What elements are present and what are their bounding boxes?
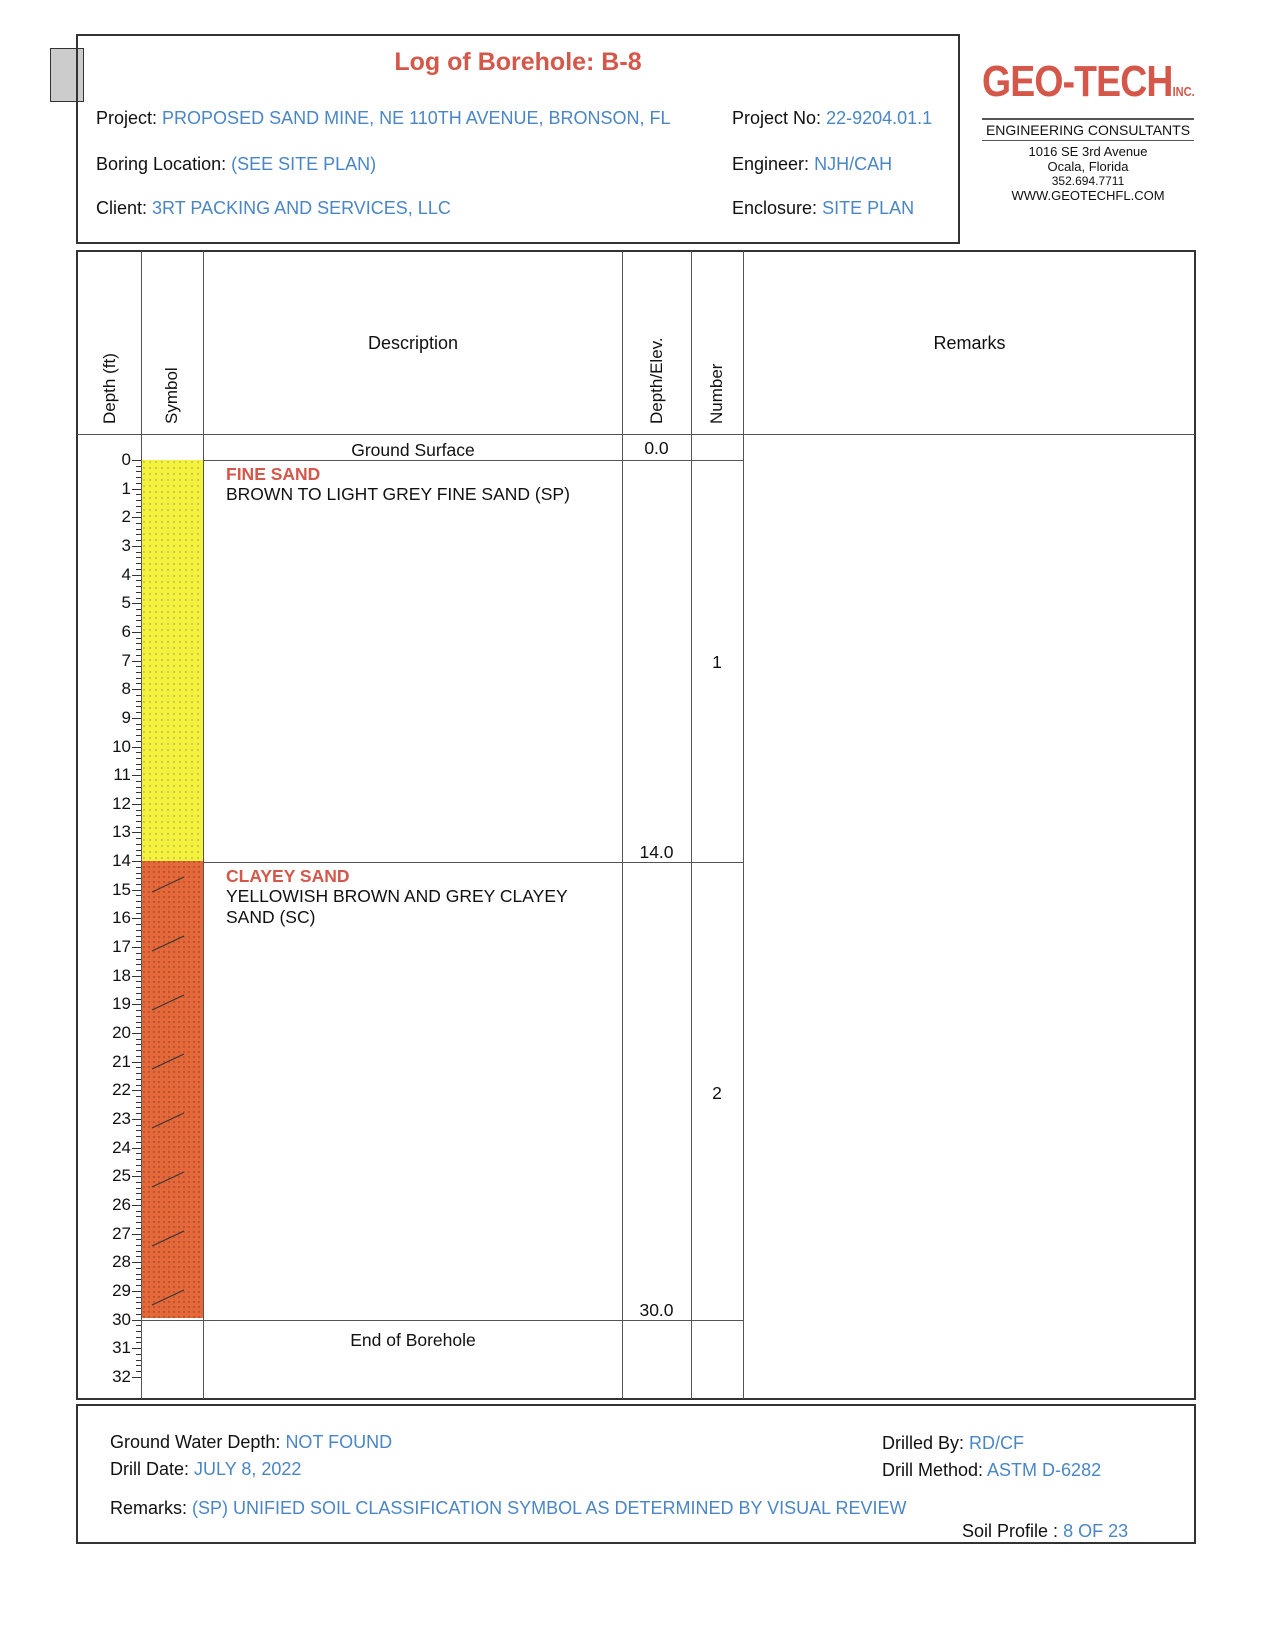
depth-minor-tick xyxy=(136,878,141,879)
depth-label: 12 xyxy=(112,793,131,813)
boring-location-field: Boring Location: (SEE SITE PLAN) xyxy=(96,154,377,174)
ground-surface-depth: 0.0 xyxy=(644,438,669,458)
depth-minor-tick xyxy=(136,1044,141,1045)
depth-minor-tick xyxy=(136,1337,141,1338)
depth-minor-tick xyxy=(136,1302,141,1303)
depth-minor-tick xyxy=(136,1285,141,1286)
depth-major-tick xyxy=(132,1148,141,1149)
depth-minor-tick xyxy=(136,529,141,530)
depth-label: 16 xyxy=(112,908,131,928)
depth-minor-tick xyxy=(136,666,141,667)
depth-label: 11 xyxy=(113,765,131,785)
depth-minor-tick xyxy=(136,930,141,931)
depth-major-tick xyxy=(132,489,141,490)
depth-minor-tick xyxy=(136,1222,141,1223)
depth-minor-tick xyxy=(136,586,141,587)
depth-minor-tick xyxy=(136,534,141,535)
logo-text: GEO-TECHINC. xyxy=(982,57,1195,106)
depth-major-tick xyxy=(132,1291,141,1292)
depth-major-tick xyxy=(132,1348,141,1349)
depth-minor-tick xyxy=(136,1256,141,1257)
depth-minor-tick xyxy=(136,1331,141,1332)
col-divider-number xyxy=(743,251,744,1399)
depth-minor-tick xyxy=(136,844,141,845)
depth-minor-tick xyxy=(136,1056,141,1057)
depth-minor-tick xyxy=(136,1365,141,1366)
fine-sand-symbol xyxy=(142,460,203,861)
company-logo xyxy=(982,57,1195,203)
depth-minor-tick xyxy=(136,1245,141,1246)
depth-minor-tick xyxy=(136,924,141,925)
depth-minor-tick xyxy=(136,1130,141,1131)
ground-surface-line xyxy=(203,460,743,461)
depth-minor-tick xyxy=(136,512,141,513)
depth-minor-tick xyxy=(136,827,141,828)
depth-minor-tick xyxy=(136,1188,141,1189)
depth-minor-tick xyxy=(136,895,141,896)
drill-date-field: Drill Date: JULY 8, 2022 xyxy=(110,1459,302,1479)
clayey-sand-symbol xyxy=(142,861,203,1318)
depth-minor-tick xyxy=(136,1371,141,1372)
depth-minor-tick xyxy=(136,941,141,942)
drill-method-field: Drill Method: ASTM D-6282 xyxy=(882,1460,1102,1480)
depth-minor-tick xyxy=(136,569,141,570)
page-title: Log of Borehole: B-8 xyxy=(394,48,642,76)
depth-minor-tick xyxy=(136,477,141,478)
depth-label: 22 xyxy=(112,1080,131,1100)
depth-label: 4 xyxy=(121,564,131,584)
depth-minor-tick xyxy=(136,1228,141,1229)
depth-minor-tick xyxy=(136,1125,141,1126)
depth-major-tick xyxy=(132,804,141,805)
depth-major-tick xyxy=(132,689,141,690)
engineer-field: Engineer: NJH/CAH xyxy=(732,154,893,174)
layer1-name: FINE SAND xyxy=(226,464,321,484)
depth-major-tick xyxy=(132,1262,141,1263)
depth-label: 23 xyxy=(112,1108,131,1128)
depth-minor-tick xyxy=(136,563,141,564)
depth-major-tick xyxy=(132,1176,141,1177)
depth-major-tick xyxy=(132,603,141,604)
depth-label: 24 xyxy=(112,1137,131,1157)
depth-label: 10 xyxy=(112,736,131,756)
depth-minor-tick xyxy=(136,936,141,937)
depth-minor-tick xyxy=(136,959,141,960)
depth-minor-tick xyxy=(136,953,141,954)
header-row-line xyxy=(77,434,1195,435)
layer1-description: BROWN TO LIGHT GREY FINE SAND (SP) xyxy=(226,484,570,504)
depth-major-tick xyxy=(132,775,141,776)
depth-minor-tick xyxy=(136,741,141,742)
depth-minor-tick xyxy=(136,752,141,753)
depth-minor-tick xyxy=(136,1279,141,1280)
depth-minor-tick xyxy=(136,701,141,702)
depth-minor-tick xyxy=(136,678,141,679)
depth-minor-tick xyxy=(136,1079,141,1080)
depth-label: 17 xyxy=(112,937,131,957)
depth-minor-tick xyxy=(136,1096,141,1097)
depth-label: 28 xyxy=(112,1252,131,1272)
depth-minor-tick xyxy=(136,1039,141,1040)
depth-minor-tick xyxy=(136,1314,141,1315)
depth-label: 26 xyxy=(112,1194,131,1214)
soil-profile-field: Soil Profile : 8 OF 23 xyxy=(962,1521,1129,1541)
depth-header: Depth (ft) xyxy=(100,353,119,424)
remarks-field: Remarks: (SP) UNIFIED SOIL CLASSIFICATION SYMBOL AS DETERMINED BY VISUAL REVIEW xyxy=(110,1498,907,1518)
soil-symbol-column xyxy=(142,460,203,1318)
depth-label: 18 xyxy=(112,965,131,985)
col-divider-description xyxy=(622,251,623,1399)
depth-label: 1 xyxy=(121,478,131,498)
depth-minor-tick xyxy=(136,615,141,616)
depth-minor-tick xyxy=(136,695,141,696)
depth-minor-tick xyxy=(136,598,141,599)
depth-minor-tick xyxy=(136,557,141,558)
depth-minor-tick xyxy=(136,769,141,770)
depth-label: 14 xyxy=(112,851,131,871)
depth-minor-tick xyxy=(136,1085,141,1086)
depth-major-tick xyxy=(132,976,141,977)
depth-minor-tick xyxy=(136,706,141,707)
depth-minor-tick xyxy=(136,810,141,811)
depth-minor-tick xyxy=(136,655,141,656)
depth-minor-tick xyxy=(136,1182,141,1183)
layer2-description-line2: SAND (SC) xyxy=(226,907,316,927)
depth-minor-tick xyxy=(136,1159,141,1160)
depth-major-tick xyxy=(132,1119,141,1120)
depth-major-tick xyxy=(132,1320,141,1321)
project-field: Project: PROPOSED SAND MINE, NE 110TH AVENUE, BRONSON, FL xyxy=(96,108,671,128)
ground-surface-label: Ground Surface xyxy=(351,440,475,460)
project-no-field: Project No: 22-9204.01.1 xyxy=(732,108,933,128)
depth-minor-tick xyxy=(136,1251,141,1252)
depth-label: 31 xyxy=(112,1338,131,1358)
depth-major-tick xyxy=(132,517,141,518)
depth-major-tick xyxy=(132,918,141,919)
depth-major-tick xyxy=(132,947,141,948)
company-phone: 352.694.7711 xyxy=(1051,174,1125,188)
depth-minor-tick xyxy=(136,483,141,484)
depth-minor-tick xyxy=(136,1342,141,1343)
layer2-bottom-depth: 30.0 xyxy=(639,1300,674,1320)
depth-minor-tick xyxy=(136,1010,141,1011)
depth-label: 5 xyxy=(121,593,131,613)
layer2-sample-number: 2 xyxy=(712,1083,722,1103)
depth-minor-tick xyxy=(136,580,141,581)
depth-minor-tick xyxy=(136,724,141,725)
depth-minor-tick xyxy=(136,884,141,885)
depth-major-tick xyxy=(132,1062,141,1063)
layer1-bottom-line xyxy=(203,862,743,863)
depth-minor-tick xyxy=(136,1022,141,1023)
depth-minor-tick xyxy=(136,506,141,507)
depth-minor-tick xyxy=(136,735,141,736)
depth-minor-tick xyxy=(136,1027,141,1028)
depth-major-tick xyxy=(132,1234,141,1235)
depth-minor-tick xyxy=(136,815,141,816)
depth-minor-tick xyxy=(136,981,141,982)
depth-minor-tick xyxy=(136,850,141,851)
depth-major-tick xyxy=(132,861,141,862)
depth-minor-tick xyxy=(136,1308,141,1309)
depth-minor-tick xyxy=(136,970,141,971)
depth-minor-tick xyxy=(136,1211,141,1212)
depth-minor-tick xyxy=(136,500,141,501)
depth-major-tick xyxy=(132,747,141,748)
depth-label: 19 xyxy=(112,994,131,1014)
enclosure-field: Enclosure: SITE PLAN xyxy=(732,198,915,218)
depth-minor-tick xyxy=(136,758,141,759)
depth-minor-tick xyxy=(136,1102,141,1103)
depth-label: 3 xyxy=(121,535,131,555)
depth-minor-tick xyxy=(136,781,141,782)
depth-minor-tick xyxy=(136,494,141,495)
depth-minor-tick xyxy=(136,592,141,593)
depth-minor-tick xyxy=(136,993,141,994)
depth-minor-tick xyxy=(136,643,141,644)
depth-minor-tick xyxy=(136,1073,141,1074)
depth-major-tick xyxy=(132,575,141,576)
layer2-bottom-line xyxy=(142,1320,743,1321)
col-divider-depthelev xyxy=(691,251,692,1399)
depth-label: 2 xyxy=(121,507,131,527)
depth-minor-tick xyxy=(136,1216,141,1217)
depth-major-tick xyxy=(132,832,141,833)
depth-minor-tick xyxy=(136,913,141,914)
depth-minor-tick xyxy=(136,838,141,839)
depth-major-tick xyxy=(132,890,141,891)
depth-minor-tick xyxy=(136,609,141,610)
depth-label: 29 xyxy=(112,1280,131,1300)
depth-label: 30 xyxy=(112,1309,131,1329)
depth-minor-tick xyxy=(136,787,141,788)
depth-minor-tick xyxy=(136,821,141,822)
number-header: Number xyxy=(707,363,726,424)
depth-minor-tick xyxy=(136,999,141,1000)
depth-minor-tick xyxy=(136,1113,141,1114)
depth-minor-tick xyxy=(136,798,141,799)
depth-minor-tick xyxy=(136,1354,141,1355)
col-divider-symbol xyxy=(203,251,204,1399)
logo-underline-2 xyxy=(982,140,1194,141)
depth-major-tick xyxy=(132,546,141,547)
depth-minor-tick xyxy=(136,1142,141,1143)
depth-minor-tick xyxy=(136,1239,141,1240)
depth-major-tick xyxy=(132,1033,141,1034)
remarks-header: Remarks xyxy=(933,333,1006,353)
layer2-description-line1: YELLOWISH BROWN AND GREY CLAYEY xyxy=(226,886,568,906)
depth-label: 13 xyxy=(112,822,131,842)
depth-minor-tick xyxy=(136,1050,141,1051)
ground-water-field: Ground Water Depth: NOT FOUND xyxy=(110,1432,393,1452)
depth-minor-tick xyxy=(136,540,141,541)
depth-minor-tick xyxy=(136,1325,141,1326)
depth-minor-tick xyxy=(136,672,141,673)
depth-major-tick xyxy=(132,1090,141,1091)
depth-minor-tick xyxy=(136,466,141,467)
depth-minor-tick xyxy=(136,1136,141,1137)
depth-label: 8 xyxy=(121,679,131,699)
layer1-bottom-depth: 14.0 xyxy=(639,842,674,862)
depth-minor-tick xyxy=(136,649,141,650)
depth-minor-tick xyxy=(136,907,141,908)
depth-label: 6 xyxy=(121,621,131,641)
description-header: Description xyxy=(367,333,459,353)
depth-label: 0 xyxy=(121,450,131,469)
symbol-header: Symbol xyxy=(162,367,181,424)
depth-minor-tick xyxy=(136,1107,141,1108)
drilled-by-field: Drilled By: RD/CF xyxy=(882,1433,1025,1453)
depth-minor-tick xyxy=(136,855,141,856)
depth-major-tick xyxy=(132,1205,141,1206)
company-address1: 1016 SE 3rd Avenue xyxy=(1028,144,1148,159)
depth-elev-header: Depth/Elev. xyxy=(647,337,666,424)
depth-minor-tick xyxy=(136,792,141,793)
depth-minor-tick xyxy=(136,1067,141,1068)
depth-minor-tick xyxy=(136,987,141,988)
depth-major-tick xyxy=(132,1377,141,1378)
depth-minor-tick xyxy=(136,620,141,621)
depth-label: 21 xyxy=(112,1051,131,1071)
depth-minor-tick xyxy=(136,552,141,553)
depth-minor-tick xyxy=(136,901,141,902)
depth-minor-tick xyxy=(136,471,141,472)
depth-minor-tick xyxy=(136,1297,141,1298)
depth-minor-tick xyxy=(136,1274,141,1275)
depth-minor-tick xyxy=(136,729,141,730)
depth-minor-tick xyxy=(136,764,141,765)
depth-minor-tick xyxy=(136,873,141,874)
depth-minor-tick xyxy=(136,638,141,639)
depth-minor-tick xyxy=(136,523,141,524)
layer2-name: CLAYEY SAND xyxy=(226,866,350,886)
depth-label: 32 xyxy=(112,1366,131,1386)
depth-minor-tick xyxy=(136,626,141,627)
depth-minor-tick xyxy=(136,712,141,713)
layer1-sample-number: 1 xyxy=(712,652,722,672)
company-web: WWW.GEOTECHFL.COM xyxy=(1011,188,1165,203)
depth-major-tick xyxy=(132,1004,141,1005)
depth-label: 25 xyxy=(112,1166,131,1186)
depth-major-tick xyxy=(132,718,141,719)
client-field: Client: 3RT PACKING AND SERVICES, LLC xyxy=(96,198,451,218)
depth-minor-tick xyxy=(136,1268,141,1269)
depth-major-tick xyxy=(132,460,141,461)
depth-label: 20 xyxy=(112,1023,131,1042)
depth-minor-tick xyxy=(136,1165,141,1166)
depth-minor-tick xyxy=(136,867,141,868)
depth-label: 15 xyxy=(112,879,131,899)
log-table xyxy=(76,250,1196,1400)
company-tagline: ENGINEERING CONSULTANTS xyxy=(985,122,1191,138)
depth-major-tick xyxy=(132,632,141,633)
depth-minor-tick xyxy=(136,1016,141,1017)
depth-minor-tick xyxy=(136,1360,141,1361)
depth-minor-tick xyxy=(136,1171,141,1172)
logo-underline xyxy=(982,118,1194,120)
depth-minor-tick xyxy=(136,1193,141,1194)
depth-minor-tick xyxy=(136,1199,141,1200)
depth-label: 7 xyxy=(121,650,131,670)
depth-minor-tick xyxy=(136,964,141,965)
company-address2: Ocala, Florida xyxy=(1047,159,1129,174)
end-of-borehole: End of Borehole xyxy=(350,1330,476,1350)
depth-major-tick xyxy=(132,661,141,662)
depth-label: 9 xyxy=(121,707,131,727)
depth-minor-tick xyxy=(136,1153,141,1154)
depth-minor-tick xyxy=(136,683,141,684)
depth-label: 27 xyxy=(112,1223,131,1243)
